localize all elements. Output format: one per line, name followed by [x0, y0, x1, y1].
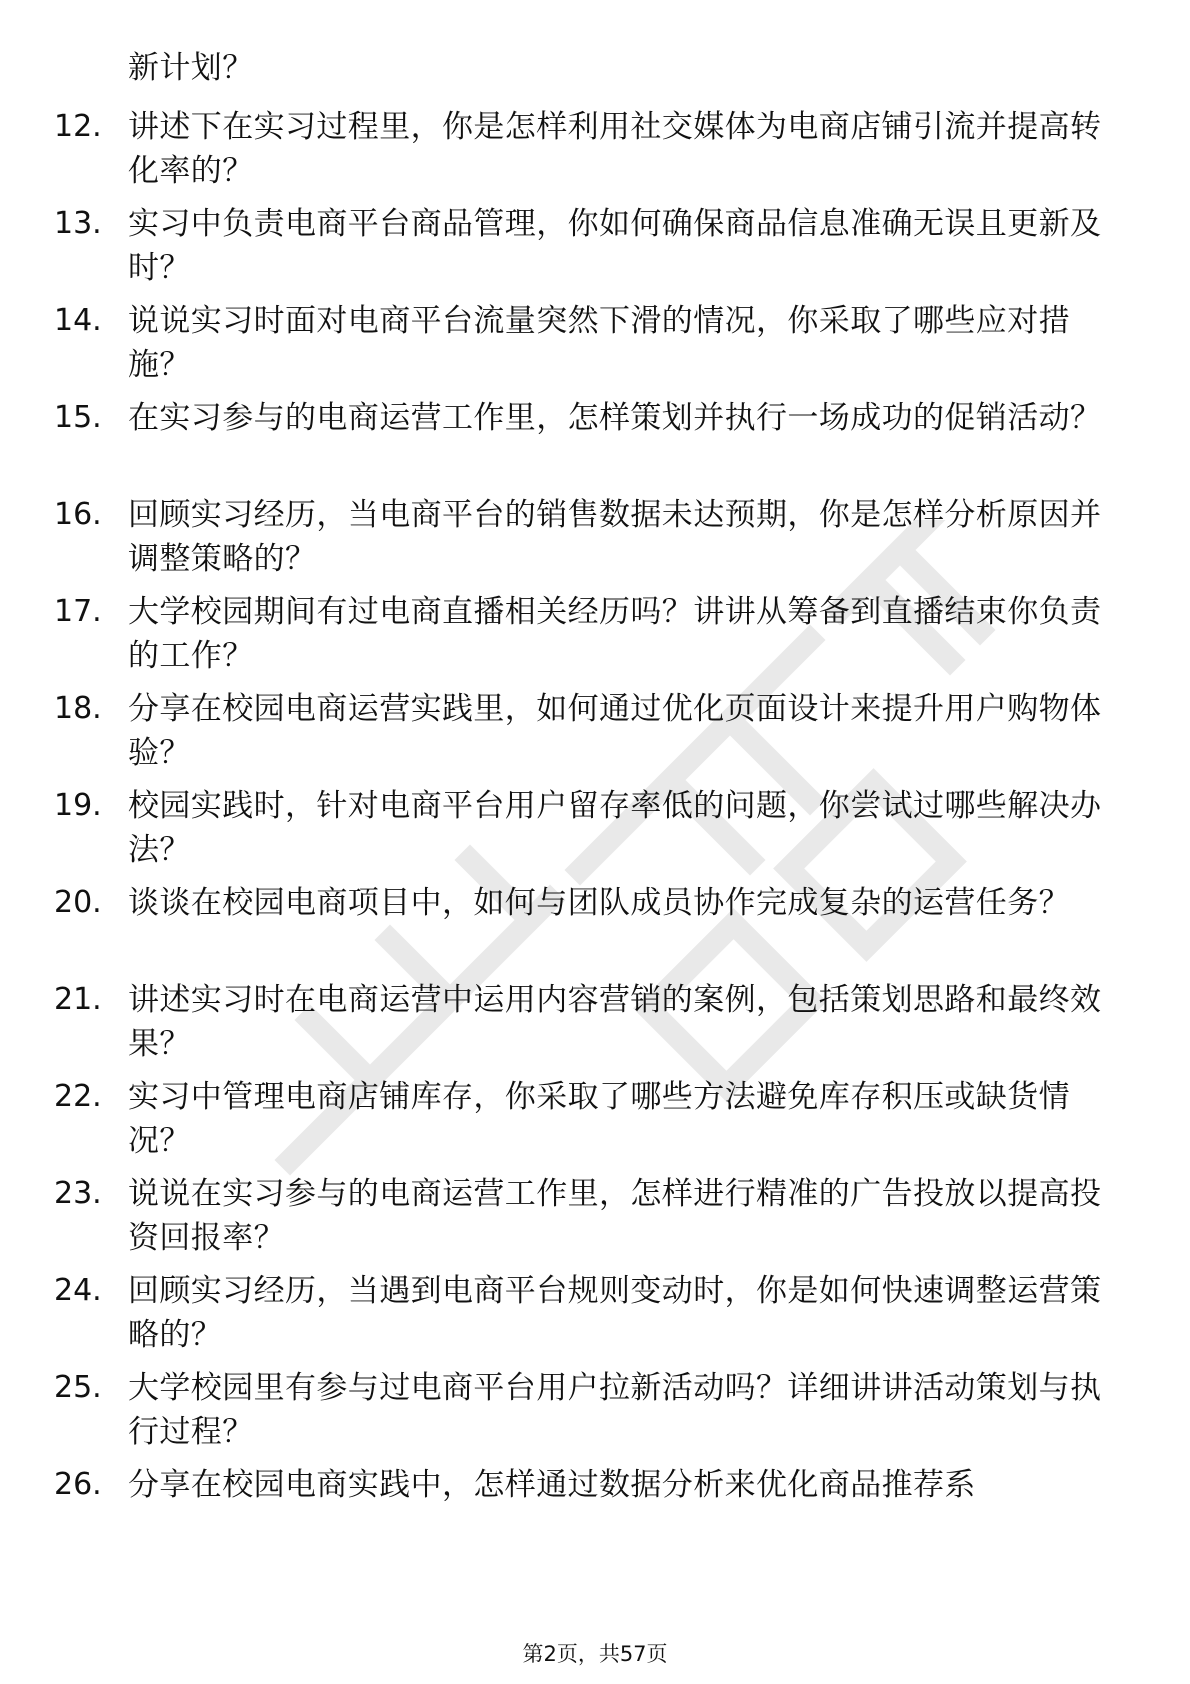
question-number: 22. [54, 1079, 102, 1114]
question-number: 13. [54, 206, 102, 241]
question-number: 12. [54, 109, 102, 144]
question-number: 17. [54, 594, 102, 629]
question-number: 14. [54, 303, 102, 338]
question-text: 实习中负责电商平台商品管理，你如何确保商品信息准确无误且更新及时？ [128, 206, 1102, 286]
question-text: 说说实习时面对电商平台流量突然下滑的情况，你采取了哪些应对措施？ [128, 303, 1070, 383]
page-footer: 第2页，共57页 [522, 1642, 668, 1666]
question-text: 回顾实习经历，当遇到电商平台规则变动时，你是如何快速调整运营策略的？ [128, 1273, 1102, 1353]
question-number: 21. [54, 982, 102, 1017]
question-number: 24. [54, 1273, 102, 1308]
question-text: 回顾实习经历，当电商平台的销售数据未达预期，你是怎样分析原因并调整策略的？ [128, 497, 1102, 577]
question-text: 讲述下在实习过程里，你是怎样利用社交媒体为电商店铺引流并提高转化率的？ [128, 109, 1102, 189]
question-number: 20. [54, 885, 102, 920]
question-text: 讲述实习时在电商运营中运用内容营销的案例，包括策划思路和最终效果？ [128, 982, 1102, 1062]
question-number: 26. [54, 1467, 102, 1502]
question-number: 18. [54, 691, 102, 726]
question-text: 大学校园期间有过电商直播相关经历吗？讲讲从筹备到直播结束你负责的工作？ [128, 594, 1102, 674]
question-text: 在实习参与的电商运营工作里，怎样策划并执行一场成功的促销活动？ [128, 400, 1102, 436]
question-text: 谈谈在校园电商项目中，如何与团队成员协作完成复杂的运营任务？ [128, 885, 1070, 921]
question-text: 校园实践时，针对电商平台用户留存率低的问题，你尝试过哪些解决办法？ [128, 788, 1102, 868]
question-text: 分享在校园电商运营实践里，如何通过优化页面设计来提升用户购物体验？ [128, 691, 1102, 771]
question-number: 23. [54, 1176, 102, 1211]
carry-over-text: 新计划？ [128, 50, 254, 86]
question-number: 16. [54, 497, 102, 532]
question-text: 大学校园里有参与过电商平台用户拉新活动吗？详细讲讲活动策划与执行过程？ [128, 1370, 1102, 1450]
question-text: 分享在校园电商实践中，怎样通过数据分析来优化商品推荐系 [128, 1467, 976, 1503]
question-number: 25. [54, 1370, 102, 1405]
question-text: 实习中管理电商店铺库存，你采取了哪些方法避免库存积压或缺货情况？ [128, 1079, 1070, 1159]
question-number: 19. [54, 788, 102, 823]
question-number: 15. [54, 400, 102, 435]
question-text: 说说在实习参与的电商运营工作里，怎样进行精准的广告投放以提高投资回报率？ [128, 1176, 1102, 1256]
